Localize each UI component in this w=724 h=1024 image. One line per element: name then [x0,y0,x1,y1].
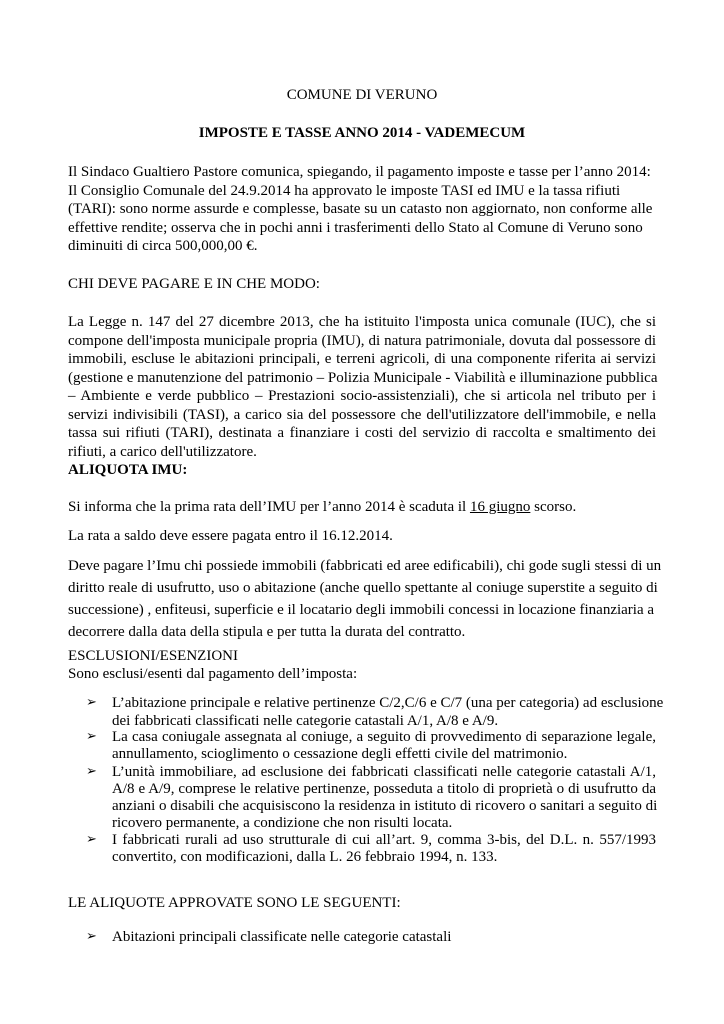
esclusioni-item-line: A/8 e A/9, comprese le relative pertinenze, posseduta a titolo di proprietà o di usufrutto da [112,781,656,797]
arrow-bullet-icon: ➢ [86,764,97,779]
imu-p3-line: diritto reale di usufrutto, uso o abitazione (anche quello spettante al coniuge superstite a seguito di [68,580,658,596]
chi-line: servizi indivisibili (TASI), a carico sia del possessore che dell'utilizzatore dell'immobile, e nella [68,406,656,423]
document-title: IMPOSTE E TASSE ANNO 2014 - VADEMECUM [198,125,526,141]
arrow-bullet-icon: ➢ [86,695,97,710]
esclusioni-item-line: L’unità immobiliare, ad esclusione dei fabbricati classificati nelle categorie catastali A/1, [112,764,656,780]
chi-line: immobili, escluse le abitazioni principali, e terreni agricoli, di una componente riferita ai servizi [68,351,656,367]
chi-line: rifiuti, a carico dell'utilizzatore. [68,443,257,460]
esclusioni-item-line: La casa coniugale assegnata al coniuge, a seguito di provvedimento di separazione legale, [112,729,656,745]
aliquote-heading: LE ALIQUOTE APPROVATE SONO LE SEGUENTI: [68,895,401,911]
chi-line: La Legge n. 147 del 27 dicembre 2013, che ha istituito l'imposta unica comunale (IUC), che si [68,314,656,330]
imu-first-rata-text [68,498,576,517]
esclusioni-item-line: L’abitazione principale e relative pertinenze C/2,C/6 e C/7 (una per categoria) ad esclusione [112,695,664,711]
aliquote-item: Abitazioni principali classificate nelle categorie catastali [112,929,452,945]
esclusioni-item-line: annullamento, scioglimento o cessazione degli effetti civile del matrimonio. [112,746,568,762]
imu-p1-after: scorso. [530,499,577,515]
chi-line: (gestione e manutenzione del patrimonio – Polizia Municipale - Viabilità e illuminazione pubblica [68,369,658,386]
chi-line: tassa sui rifiuti (TARI), destinata a finanziare i costi del servizio di raccolta e smaltimento dei [68,425,656,441]
imu-p3-line: Deve pagare l’Imu chi possiede immobili (fabbricati ed aree edificabili), chi gode sugli stessi di un [68,558,662,574]
intro-line: diminuiti di circa 500,000,00 €. [68,238,258,254]
section-heading-chi: CHI DEVE PAGARE E IN CHE MODO: [68,276,320,292]
esclusioni-item-line: dei fabbricati classificati nelle categorie catastali A/1, A/8 e A/9. [112,713,499,729]
esclusioni-subheading: Sono esclusi/esenti dal pagamento dell’imposta: [68,666,358,682]
intro-line: effettive rendite; osserva che in pochi anni i trasferimenti dello Stato al Comune di Veruno sono [68,219,643,236]
esclusioni-heading: ESCLUSIONI/ESENZIONI [68,648,238,664]
chi-line: compone dell'imposta municipale propria (IMU), di natura patrimoniale, dovuta dal possessore di [68,332,656,349]
imu-p3-line: successione) , enfiteusi, superficie e il locatario degli immobili concessi in locazione finanziaria a [68,602,655,618]
chi-line: – Ambiente e verde pubblico – Prestazioni socio-assistenziali), che si articola nel tributo per i [68,388,656,404]
imu-saldo-text: La rata a saldo deve essere pagata entro il 16.12.2014. [68,528,393,544]
esclusioni-item-line: convertito, con modificazioni, dalla L. 26 febbraio 1994, n. 133. [112,849,498,865]
intro-line: (TARI): sono norme assurde e complesse, basate su un catasto non aggiornato, non conforme alle [68,201,653,217]
esclusioni-item-line: anziani o disabili che acquisiscono la residenza in istituto di ricovero o sanitari a seguito di [112,798,658,814]
esclusioni-item-line: I fabbricati rurali ad uso strutturale di cui all’art. 9, comma 3-bis, del D.L. n. 557/1993 [112,832,656,848]
esclusioni-item-line: ricovero permanente, a condizione che non risulti locata. [112,815,453,831]
imu-p3-line: decorrere dalla data della stipula e per tutta la durata del contratto. [68,624,466,640]
comune-heading: COMUNE DI VERUNO [286,87,438,103]
arrow-bullet-icon: ➢ [86,832,97,847]
imu-p1-before: Si informa che la prima rata dell’IMU per l’anno 2014 è scaduta il [68,499,470,515]
arrow-bullet-icon: ➢ [86,729,97,744]
intro-line: Il Consiglio Comunale del 24.9.2014 ha approvato le imposte TASI ed IMU e la tassa rifiuti [68,182,621,199]
arrow-bullet-icon: ➢ [86,929,97,944]
intro-line: Il Sindaco Gualtiero Pastore comunica, spiegando, il pagamento imposte e tasse per l’anno 2014: [68,164,651,180]
section-heading-imu: ALIQUOTA IMU: [68,462,188,478]
imu-p1-date: 16 giugno [469,499,531,515]
